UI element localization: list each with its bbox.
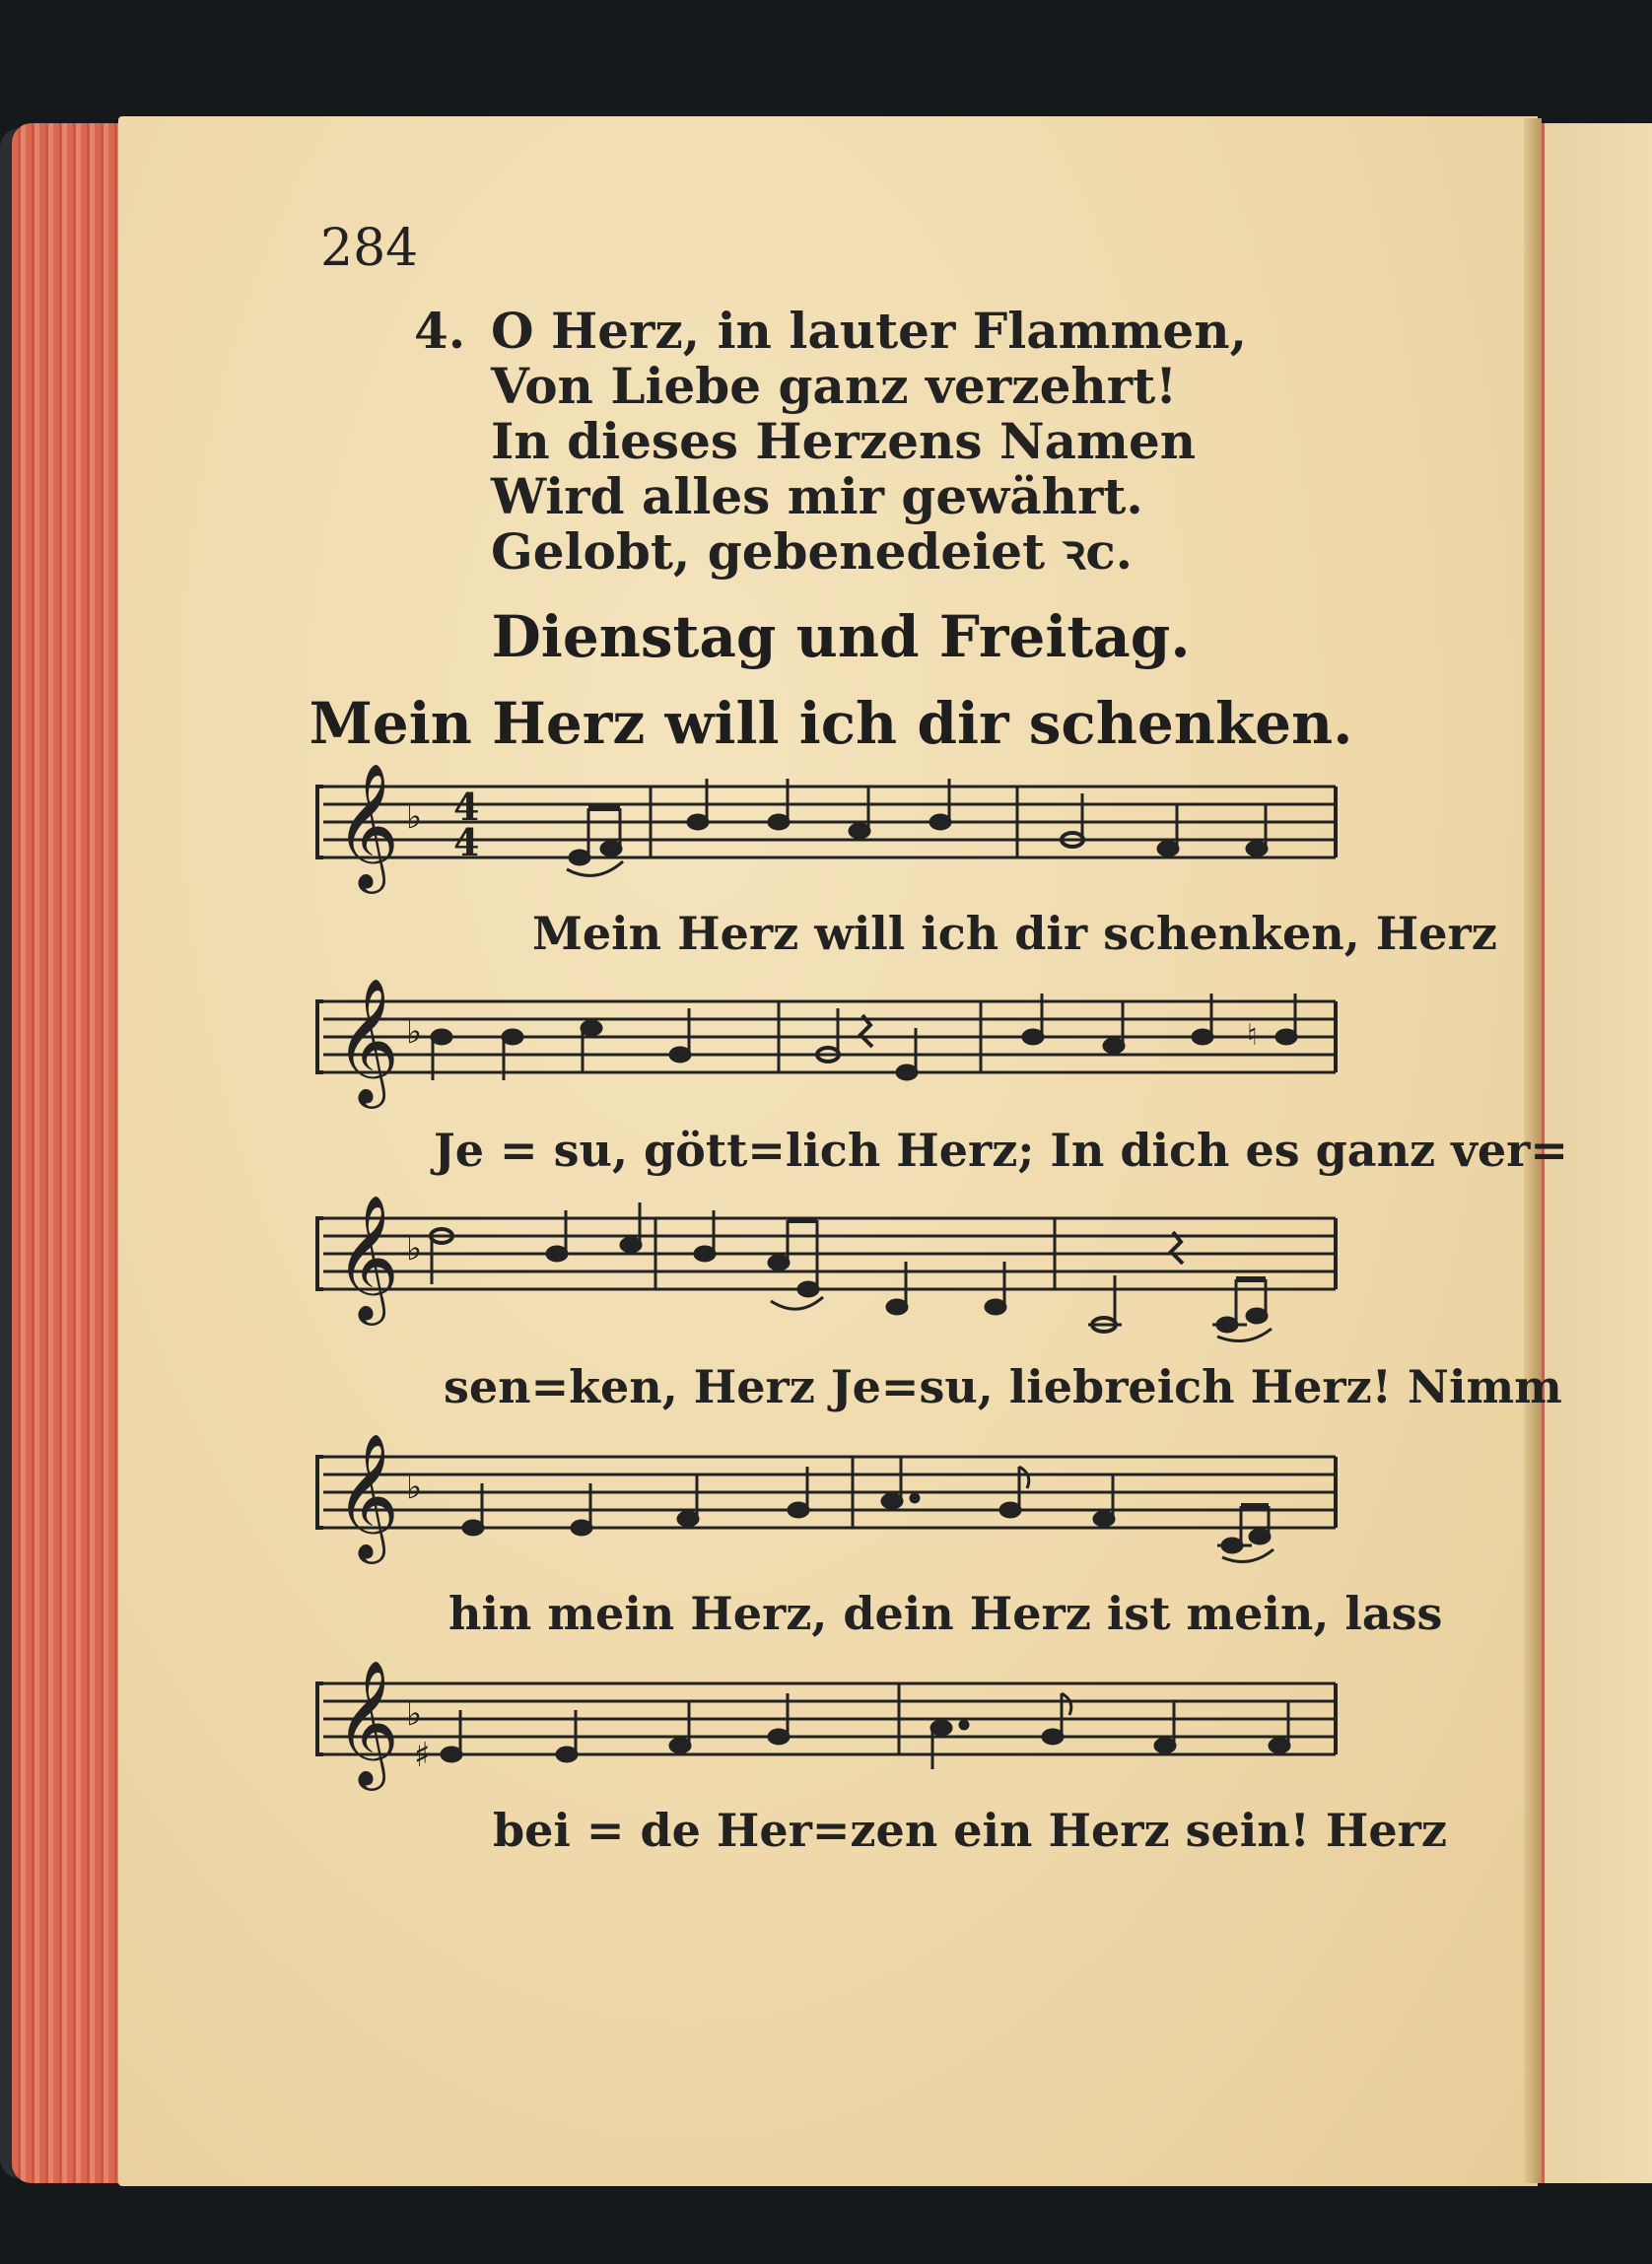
flat-icon: ♭ (406, 1694, 423, 1734)
treble-clef-icon: 𝄞 (335, 1194, 400, 1320)
music-system-5 (315, 1656, 1350, 1814)
staff-3 (315, 1191, 1350, 1348)
staff-5 (315, 1656, 1350, 1814)
flat-icon: ♭ (406, 1229, 423, 1269)
verse-line: O Herz, in lauter Flammen, (491, 302, 1247, 360)
verse-line: Von Liebe ganz verzehrt! (491, 357, 1178, 415)
time-signature-bottom: 4 (453, 820, 480, 864)
staff-4 (315, 1429, 1350, 1587)
hymn-title: Mein Herz will ich dir schenken. (309, 690, 1353, 757)
verse-line: Wird alles mir gewährt. (491, 467, 1143, 525)
music-system-4 (315, 1429, 1350, 1587)
treble-clef-icon: 𝄞 (335, 1659, 400, 1785)
staff-2 (315, 974, 1350, 1132)
music-system-3 (315, 1191, 1350, 1348)
staff-1 (315, 759, 1350, 917)
svg-text:♯: ♯ (414, 1736, 431, 1775)
treble-clef-icon: 𝄞 (335, 977, 400, 1103)
verse-line: In dieses Herzens Namen (491, 412, 1197, 470)
lyric-line-5: bei = de Her=zen ein Herz sein! Herz (493, 1804, 1447, 1857)
section-title: Dienstag und Freitag. (491, 603, 1191, 670)
flat-icon: ♭ (406, 1468, 423, 1507)
time-signature-top: 4 (453, 785, 480, 829)
page-edges (12, 123, 130, 2183)
verse-line: Gelobt, gebenedeiet ꝛc. (491, 522, 1134, 581)
lyric-line-4: hin mein Herz, dein Herz ist mein, lass (448, 1587, 1443, 1640)
lyric-line-3: sen=ken, Herz Je=su, liebreich Herz! Nimm (444, 1360, 1562, 1413)
music-system-2 (315, 974, 1350, 1132)
lyric-line-2: Je = su, gött=lich Herz; In dich es ganz ver= (434, 1124, 1568, 1177)
treble-clef-icon: 𝄞 (335, 762, 400, 888)
music-system-1 (315, 759, 1350, 917)
flat-icon: ♭ (406, 797, 423, 837)
page-number: 284 (320, 219, 419, 278)
flat-icon: ♭ (406, 1012, 423, 1052)
treble-clef-icon: 𝄞 (335, 1432, 400, 1558)
verse-number: 4. (414, 302, 466, 360)
lyric-line-1: Mein Herz will ich dir schenken, Herz (532, 907, 1497, 960)
svg-text:♮: ♮ (1247, 1018, 1258, 1053)
